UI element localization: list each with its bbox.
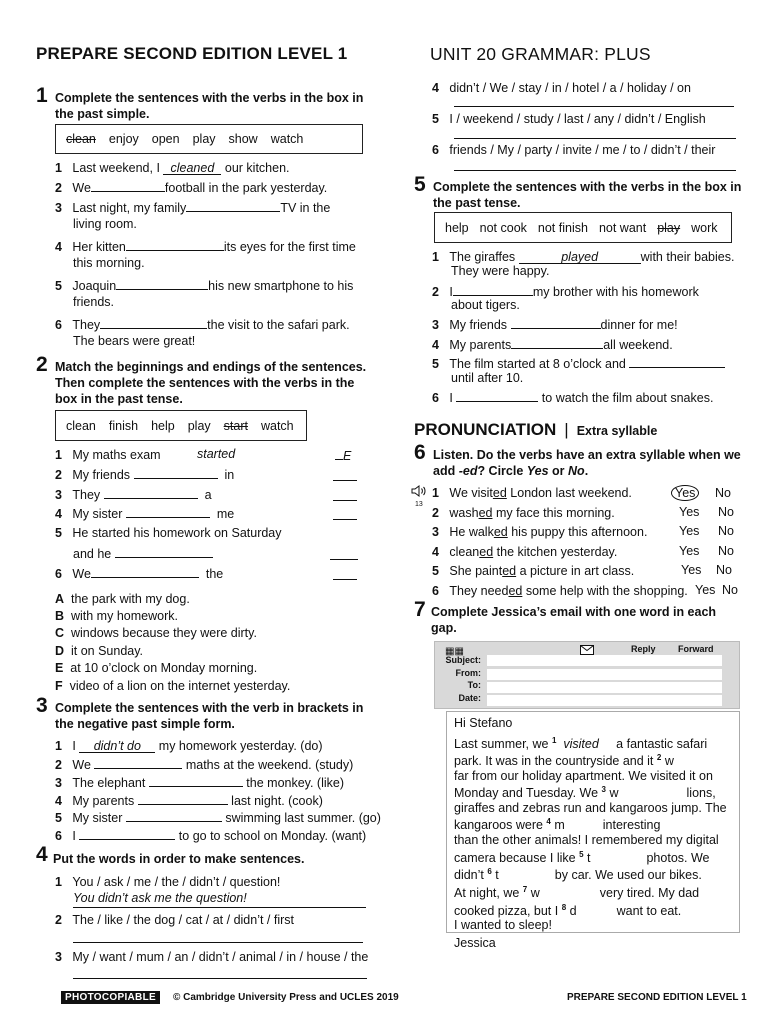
word-box-item: watch bbox=[270, 132, 304, 146]
ex1-instruction: Complete the sentences with the verbs in the box in the past simple. bbox=[55, 91, 364, 121]
word-box-item: finish bbox=[108, 418, 139, 433]
word-box-item: play bbox=[192, 132, 216, 146]
list-item: 4 Her kitten its eyes for the first time bbox=[55, 240, 356, 254]
answer-blank[interactable] bbox=[629, 355, 725, 368]
list-item-continuation: They were happy. bbox=[451, 264, 550, 278]
word-box-item: open bbox=[151, 132, 180, 146]
email-greeting: Hi Stefano bbox=[454, 716, 513, 730]
list-item: 2 We football in the park yesterday. bbox=[55, 181, 328, 195]
list-item: 1 My maths exam bbox=[55, 448, 161, 462]
list-item: 5 My sister swimming last summer. (go) bbox=[55, 811, 381, 825]
match-blank[interactable] bbox=[333, 579, 357, 580]
email-line: Last summer, we $^1$ visited a fantastic safari bbox=[454, 735, 708, 751]
word-box-item: play bbox=[187, 418, 211, 433]
ending-item: D it on Sunday. bbox=[55, 644, 144, 658]
pronunciation-heading: PRONUNCIATION | Extra syllable bbox=[414, 420, 658, 439]
email-gap[interactable]: m bbox=[554, 818, 565, 833]
list-item-continuation: The bears were great! bbox=[73, 334, 196, 348]
answer-blank[interactable]: started bbox=[197, 447, 236, 461]
ex1-word-box bbox=[55, 124, 363, 154]
no-option[interactable]: No bbox=[722, 583, 738, 597]
list-item-continuation: friends. bbox=[73, 295, 114, 309]
answer-blank[interactable] bbox=[126, 809, 222, 822]
answer-blank[interactable] bbox=[511, 316, 601, 329]
list-item: 5 The film started at 8 o’clock and bbox=[432, 355, 725, 373]
answer-line[interactable] bbox=[73, 942, 363, 943]
answer-blank[interactable] bbox=[138, 792, 228, 805]
list-item: 1 Last weekend, I cleaned our kitchen. bbox=[55, 161, 290, 175]
list-item-continuation: living room. bbox=[73, 217, 137, 231]
ex3-instruction: Complete the sentences with the verb in brackets in the negative past simple form. bbox=[55, 701, 364, 731]
list-item: 6 They the visit to the safari park. bbox=[55, 318, 350, 332]
list-item: 6 We the bbox=[55, 567, 224, 581]
ex6-instruction: Listen. Do the verbs have an extra syllable when we add -ed? Circle Yes or No. bbox=[433, 448, 741, 478]
word-box-item: help bbox=[445, 220, 469, 235]
email-signoff: Jessica bbox=[454, 935, 496, 950]
word-box-item: play bbox=[657, 220, 681, 235]
no-option[interactable]: No bbox=[718, 524, 734, 538]
answer-blank[interactable]: played bbox=[519, 251, 641, 264]
match-blank[interactable] bbox=[333, 480, 357, 481]
yes-option[interactable]: Yes bbox=[679, 505, 700, 519]
ex5-instruction: Complete the sentences with the verbs in the box in the past tense. bbox=[433, 180, 742, 210]
answer-blank[interactable] bbox=[100, 316, 207, 329]
answer-blank[interactable] bbox=[91, 565, 199, 578]
ex7-instruction: Complete Jessica’s email with one word in each gap. bbox=[431, 605, 717, 635]
ex3-number: 3 bbox=[36, 694, 48, 717]
footer-left bbox=[61, 991, 399, 1004]
email-line: At night, we $^7$ w very tired. My dad bbox=[454, 884, 700, 901]
list-item: 6 I to watch the film about snakes. bbox=[432, 391, 714, 405]
subject-label: Subject: bbox=[445, 655, 481, 665]
answer-blank[interactable] bbox=[116, 277, 208, 290]
list-item: 4 My parents last night. (cook) bbox=[55, 794, 323, 808]
list-item: 3 My / want / mum / an / didn’t / animal / in / house / the bbox=[55, 950, 369, 964]
email-line: Monday and Tuesday. We $^3$ w lions, bbox=[454, 785, 716, 801]
list-item: 4 cleaned the kitchen yesterday. bbox=[432, 545, 618, 559]
list-item: 2 The / like / the dog / cat / at / didn’t / first bbox=[55, 913, 295, 927]
no-option[interactable]: No bbox=[715, 486, 731, 500]
email-gap[interactable]: w bbox=[609, 786, 619, 801]
yes-option[interactable]: Yes bbox=[679, 524, 700, 538]
yes-option[interactable]: Yes bbox=[681, 563, 702, 577]
answer-blank[interactable] bbox=[104, 486, 198, 499]
answer-blank[interactable]: didn’t do bbox=[79, 740, 155, 753]
list-item: 6 They needed some help with the shopping. bbox=[432, 584, 688, 598]
word-box-item: work bbox=[691, 220, 718, 235]
answer-line[interactable] bbox=[454, 170, 736, 171]
list-item: 4 My sister me bbox=[55, 507, 235, 521]
list-item: 1 We visited London last weekend. bbox=[432, 486, 632, 500]
header-right: UNIT 20 GRAMMAR: PLUS bbox=[430, 44, 651, 64]
ex2-instruction: Match the beginnings and endings of the sentences. Then complete the sentences with the verbs in the box in the past tense. bbox=[55, 360, 367, 406]
email-gap[interactable]: t bbox=[587, 850, 591, 865]
answer-blank[interactable] bbox=[94, 756, 182, 769]
email-line: camera because I like $^5$ t photos. We bbox=[454, 849, 710, 865]
date-field[interactable] bbox=[487, 695, 722, 706]
email-line: park. It was in the countryside and it $^2$ w bbox=[454, 753, 674, 769]
subject-field[interactable] bbox=[487, 655, 722, 666]
list-item: 1 I didn’t do my homework yesterday. (do) bbox=[55, 739, 323, 753]
date-label: Date: bbox=[458, 693, 481, 703]
header-left: PREPARE SECOND EDITION LEVEL 1 bbox=[36, 44, 348, 63]
word-box-item: clean bbox=[66, 132, 96, 146]
answer-blank[interactable] bbox=[134, 466, 218, 479]
email-line: didn’t $^6$ t by car. We used our bikes. bbox=[454, 867, 702, 883]
list-item: 2 washed my face this morning. bbox=[432, 506, 615, 520]
footer-right: PREPARE SECOND EDITION LEVEL 1 bbox=[567, 992, 747, 1003]
list-item: 5 He started his homework on Saturday bbox=[55, 526, 282, 540]
match-blank[interactable] bbox=[333, 500, 357, 501]
list-item: 3 They a bbox=[55, 488, 212, 502]
email-gap[interactable]: d bbox=[569, 903, 577, 918]
no-option[interactable]: No bbox=[718, 544, 734, 558]
no-option[interactable]: No bbox=[716, 563, 732, 577]
answer-blank[interactable] bbox=[453, 283, 533, 296]
list-item: 4 didn’t / We / stay / in / hotel / a / holiday / on bbox=[432, 81, 691, 95]
email-line: far from our holiday apartment. We visited it on bbox=[454, 768, 713, 783]
list-item: 1 You / ask / me / the / didn’t / question! bbox=[55, 875, 281, 889]
list-item: 4 My parents all weekend. bbox=[432, 338, 673, 352]
email-gap[interactable]: w bbox=[530, 886, 540, 901]
list-item: 5 She painted a picture in art class. bbox=[432, 564, 635, 578]
answer-blank[interactable]: cleaned bbox=[163, 162, 221, 175]
ex6-number: 6 bbox=[414, 441, 426, 464]
email-gap[interactable]: w bbox=[664, 754, 674, 769]
ending-item: E at 10 o’clock on Monday morning. bbox=[55, 661, 258, 675]
email-line: I wanted to sleep! bbox=[454, 918, 552, 933]
answer-blank[interactable] bbox=[186, 199, 280, 212]
answer-blank[interactable] bbox=[126, 238, 224, 251]
match-blank[interactable] bbox=[333, 519, 357, 520]
from-label: From: bbox=[455, 668, 481, 678]
to-label: To: bbox=[467, 680, 481, 690]
email-line: kangaroos were $^4$ m interesting bbox=[454, 817, 661, 833]
match-answer[interactable]: E bbox=[335, 447, 351, 465]
answer-blank[interactable] bbox=[456, 389, 538, 402]
answer-blank[interactable] bbox=[149, 774, 243, 787]
word-box-item: help bbox=[151, 418, 175, 433]
answer-blank[interactable] bbox=[511, 336, 603, 349]
yes-option[interactable]: Yes bbox=[695, 583, 716, 597]
list-item: 3 Last night, my family TV in the bbox=[55, 201, 331, 215]
answer-line[interactable] bbox=[454, 138, 736, 139]
list-item: 3 He walked his puppy this afternoon. bbox=[432, 525, 648, 539]
ending-item: F video of a lion on the internet yesterday. bbox=[55, 679, 291, 693]
word-box-item: not want bbox=[598, 220, 647, 235]
word-box-item: not finish bbox=[537, 220, 588, 235]
answer-line[interactable]: You didn’t ask me the question! bbox=[73, 890, 366, 908]
ex1-number: 1 bbox=[36, 84, 48, 107]
email-body bbox=[446, 711, 740, 950]
list-item: 3 The elephant the monkey. (like) bbox=[55, 776, 345, 790]
ending-item: B with my homework. bbox=[55, 609, 178, 623]
ex7-number: 7 bbox=[414, 598, 426, 621]
answer-line[interactable] bbox=[73, 978, 367, 979]
list-item-continuation: until after 10. bbox=[451, 371, 524, 385]
from-field[interactable] bbox=[487, 669, 722, 680]
word-box-item: start bbox=[223, 418, 248, 433]
answer-blank[interactable] bbox=[126, 505, 210, 518]
ex2-word-box bbox=[55, 410, 307, 441]
list-item-continuation: and he bbox=[73, 545, 213, 563]
forward-button[interactable]: Forward bbox=[678, 644, 714, 654]
yes-option[interactable]: Yes bbox=[679, 544, 700, 558]
audio-track[interactable]: 13 bbox=[411, 484, 431, 508]
word-box-item: not cook bbox=[479, 220, 527, 235]
list-item: 6 friends / My / party / invite / me / to / didn’t / their bbox=[432, 143, 716, 157]
ex5-word-box bbox=[434, 212, 732, 243]
reply-button[interactable]: Reply bbox=[631, 644, 656, 654]
list-item: 2 We maths at the weekend. (study) bbox=[55, 758, 354, 772]
list-item-continuation: this morning. bbox=[73, 256, 145, 270]
ex4-instruction: Put the words in order to make sentences. bbox=[53, 852, 305, 866]
email-answer[interactable]: visited bbox=[563, 736, 599, 751]
ex4-number: 4 bbox=[36, 843, 48, 866]
word-box-item: watch bbox=[260, 418, 294, 433]
list-item: 1 The giraffes played with their babies. bbox=[432, 250, 735, 264]
ending-item: C windows because they were dirty. bbox=[55, 626, 257, 640]
to-field[interactable] bbox=[487, 682, 722, 693]
list-item: 5 I / weekend / study / last / any / didn’t / English bbox=[432, 112, 706, 126]
ending-item: A the park with my dog. bbox=[55, 592, 190, 606]
answer-blank[interactable] bbox=[115, 545, 213, 558]
match-blank[interactable] bbox=[330, 559, 358, 560]
email-line: than the other animals! I remembered my digital bbox=[454, 833, 719, 848]
speaker-icon bbox=[411, 484, 429, 498]
no-option[interactable]: No bbox=[718, 505, 734, 519]
list-item: 6 I to go to school on Monday. (want) bbox=[55, 829, 367, 843]
word-box-item: clean bbox=[66, 418, 96, 433]
email-header bbox=[434, 641, 740, 709]
yes-option[interactable]: Yes bbox=[671, 485, 699, 501]
email-line: cooked pizza, but I $^8$ d want to eat. bbox=[454, 902, 682, 918]
email-line: giraffes and zebras run and kangaroos jump. The bbox=[454, 800, 727, 815]
ex2-number: 2 bbox=[36, 353, 48, 376]
list-item: 3 My friends dinner for me! bbox=[432, 318, 678, 332]
photocopiable-badge: PHOTOCOPIABLE bbox=[61, 991, 160, 1004]
word-box-item: show bbox=[228, 132, 258, 146]
attachment-icon[interactable]: ▦▦ bbox=[445, 646, 464, 657]
list-item: 2 My friends in bbox=[55, 468, 235, 482]
list-item: 2 I my brother with his homework bbox=[432, 285, 699, 299]
answer-line[interactable] bbox=[454, 106, 734, 107]
copyright: © Cambridge University Press and UCLES 2019 bbox=[172, 992, 399, 1003]
answer-blank[interactable] bbox=[91, 179, 165, 192]
list-item: 5 Joaquin his new smartphone to his bbox=[55, 279, 354, 293]
ex5-number: 5 bbox=[414, 173, 426, 196]
answer-blank[interactable] bbox=[79, 827, 175, 840]
word-box-item: enjoy bbox=[108, 132, 139, 146]
email-gap[interactable]: t bbox=[495, 868, 499, 883]
list-item-continuation: about tigers. bbox=[451, 298, 520, 312]
